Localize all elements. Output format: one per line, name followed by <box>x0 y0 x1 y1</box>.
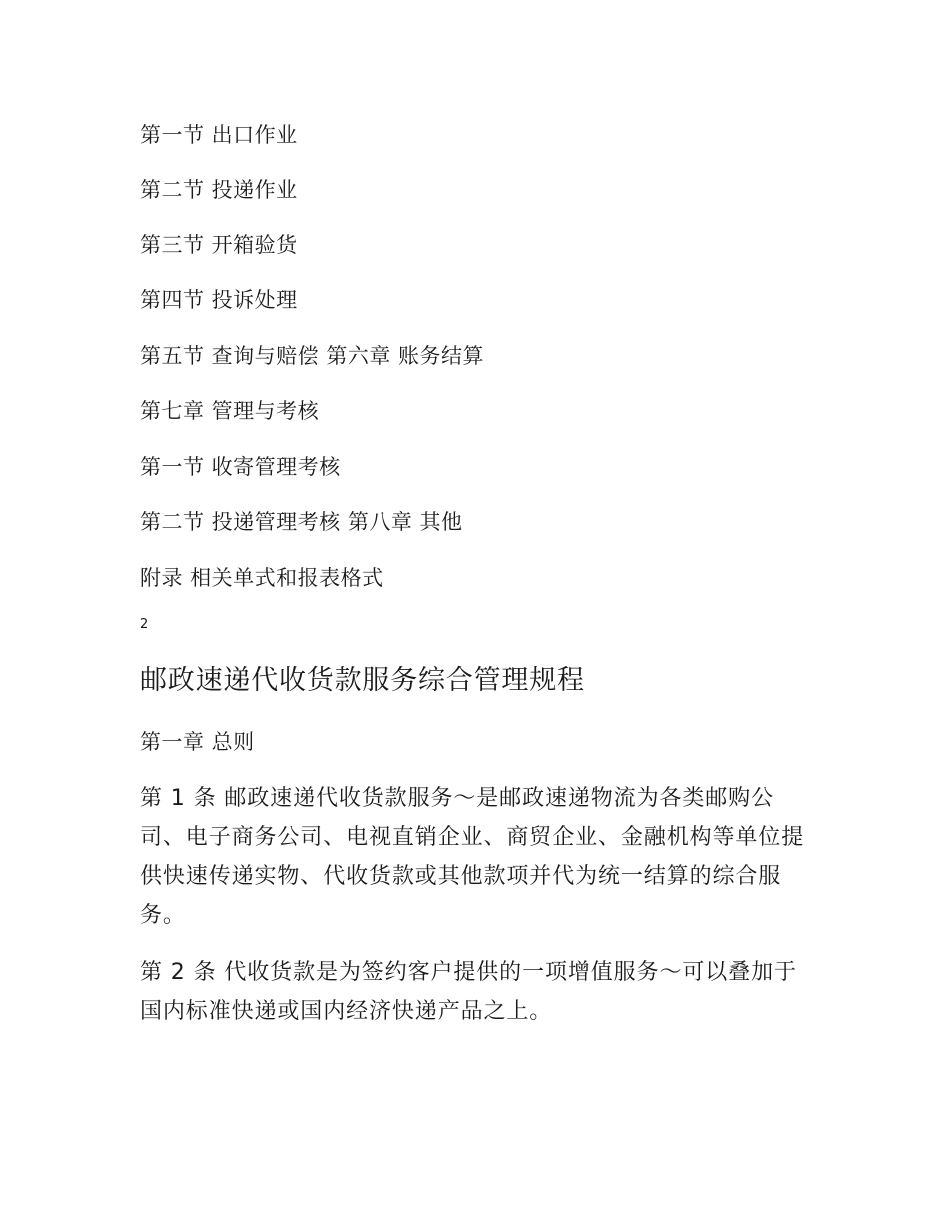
chapter-heading: 第一章 总则 <box>140 730 255 754</box>
toc-line: 第一节 出口作业 <box>140 123 298 147</box>
toc-line: 第三节 开箱验货 <box>140 233 298 257</box>
toc-line: 第二节 投递作业 <box>140 178 298 202</box>
document-title: 邮政速递代收货款服务综合管理规程 <box>140 665 585 696</box>
toc-line: 第四节 投诉处理 <box>140 288 298 312</box>
toc-line: 第二节 投递管理考核 第八章 其他 <box>140 510 463 534</box>
article-paragraph: 第 1 条 邮政速递代收货款服务～是邮政速递物流为各类邮购公司、电子商务公司、电视直销企业、商贸企业、金融机构等单位提供快速传递实物、代收货款或其他款项并代为统一结算的综合服务。 <box>140 786 805 928</box>
toc-line: 附录 相关单式和报表格式 <box>140 566 384 590</box>
article-paragraph: 第 2 条 代收货款是为签约客户提供的一项增值服务～可以叠加于国内标准快递或国内经济快递产品之上。 <box>140 960 797 1024</box>
toc-line: 第五节 查询与赔偿 第六章 账务结算 <box>140 344 485 368</box>
page-number: 2 <box>140 617 149 632</box>
toc-line: 第一节 收寄管理考核 <box>140 455 341 479</box>
toc-line: 第七章 管理与考核 <box>140 399 320 423</box>
